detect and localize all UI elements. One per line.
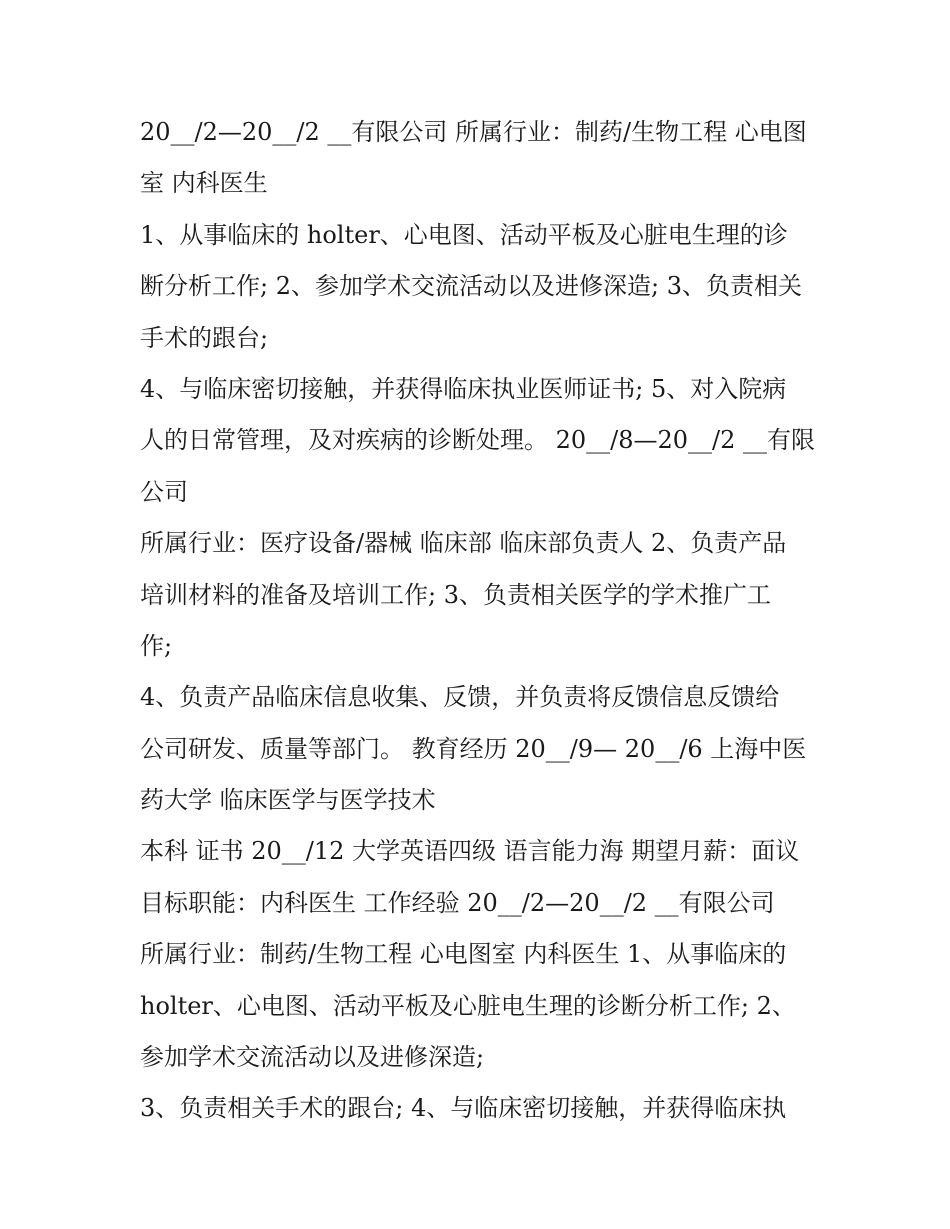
document-body	[140, 107, 830, 1135]
text-line: 所属行业：制药/生物工程 心电图室 内科医生 1、从事临床的	[140, 940, 787, 969]
text-line: 断分析工作; 2、参加学术交流活动以及进修深造; 3、负责相关	[140, 272, 802, 301]
text-line: 手术的跟台;	[140, 323, 269, 352]
text-line: 所属行业：医疗设备/器械 临床部 临床部负责人 2、负责产品	[140, 529, 787, 558]
text-line: 作;	[140, 631, 173, 660]
text-line: 1、从事临床的 holter、心电图、活动平板及心脏电生理的诊	[140, 220, 788, 249]
text-line: 公司	[140, 477, 188, 506]
text-line: 3、负责相关手术的跟台; 4、与临床密切接触，并获得临床执	[140, 1094, 787, 1123]
text-line: 目标职能：内科医生 工作经验 20__/2—20__/2 __有限公司	[140, 888, 775, 917]
text-line: 公司研发、质量等部门。 教育经历 20__/9— 20__/6 上海中医	[140, 734, 807, 763]
text-line: 参加学术交流活动以及进修深造;	[140, 1043, 485, 1072]
text-line: 20__/2—20__/2 __有限公司 所属行业：制药/生物工程 心电图	[140, 118, 807, 146]
text-line: 药大学 临床医学与医学技术	[140, 786, 436, 815]
text-line: 人的日常管理，及对疾病的诊断处理。 20__/8—20__/2 __有限	[140, 426, 816, 455]
text-line: holter、心电图、活动平板及心脏电生理的诊断分析工作; 2、	[140, 991, 796, 1020]
text-line: 本科 证书 20__/12 大学英语四级 语言能力海 期望月薪：面议	[140, 837, 800, 866]
text-line: 培训材料的准备及培训工作; 3、负责相关医学的学术推广工	[140, 580, 771, 609]
text-line: 室 内科医生	[140, 169, 268, 198]
text-line: 4、负责产品临床信息收集、反馈，并负责将反馈信息反馈给	[140, 683, 780, 712]
text-line: 4、与临床密切接触，并获得临床执业医师证书; 5、对入院病	[140, 374, 787, 403]
